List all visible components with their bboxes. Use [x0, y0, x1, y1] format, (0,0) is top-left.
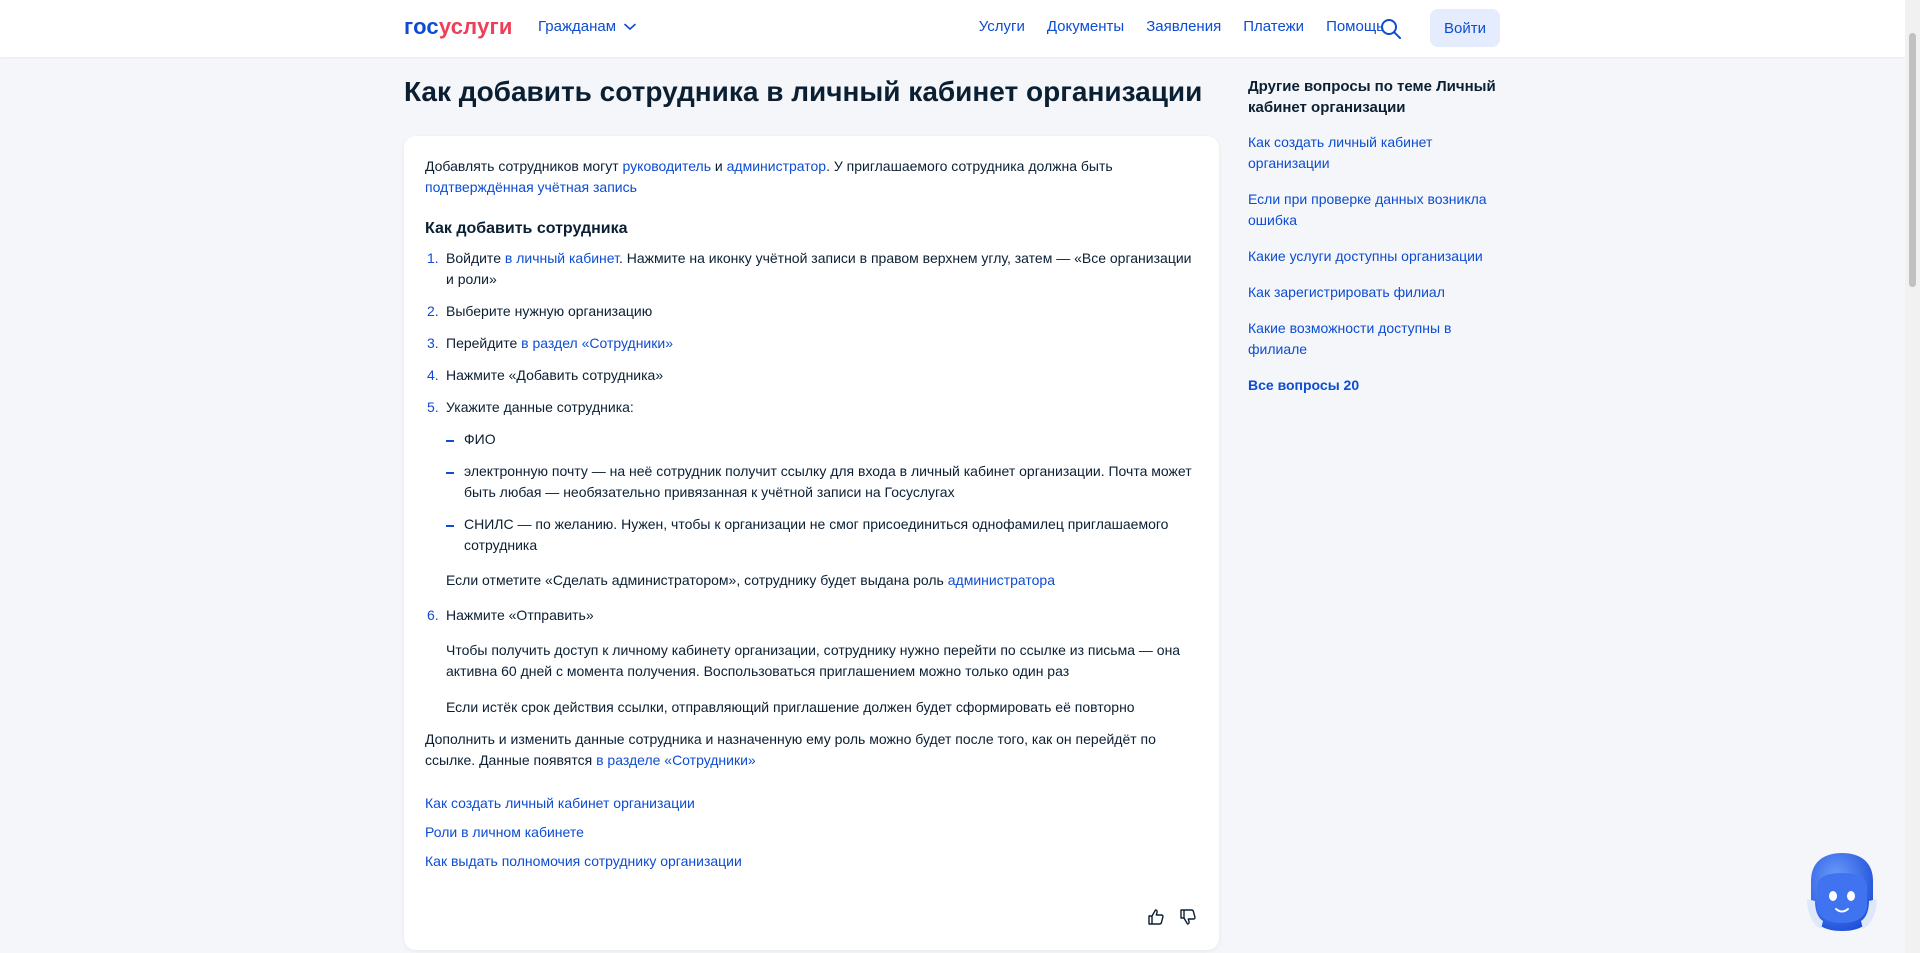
step-text: Укажите данные сотрудника:	[446, 399, 634, 415]
admin-note	[446, 570, 1198, 591]
intro-text-1: Добавлять сотрудников могут	[425, 158, 623, 174]
link-administrator-role[interactable]: администратора	[947, 572, 1055, 588]
sidebar-title: Другие вопросы по теме Личный кабинет организации	[1248, 78, 1496, 116]
dash-marker	[446, 472, 454, 474]
page-title: Как добавить сотрудника в личный кабинет организации	[404, 76, 1203, 107]
intro-paragraph	[425, 156, 1198, 198]
admin-note-text: Если отметите «Сделать администратором», сотруднику будет выдана роль	[446, 572, 948, 588]
step-6	[425, 605, 1198, 718]
intro-text-2: и	[711, 158, 727, 174]
related-link-grant-permissions[interactable]: Как выдать полномочия сотруднику организации	[425, 853, 742, 869]
step-number: 6.	[427, 607, 439, 623]
logo-part-gos: гос	[404, 14, 439, 39]
gosuslugi-logo[interactable]	[404, 14, 513, 40]
step-text: . Нажмите на иконку учётной записи в правом верхнем углу, затем — «Все организации и роли»	[446, 250, 1192, 287]
steps-list	[425, 248, 1198, 718]
dash-marker	[446, 440, 454, 442]
related-link-create-cabinet[interactable]: Как создать личный кабинет организации	[425, 795, 695, 811]
thumbs-up-icon[interactable]	[1147, 908, 1165, 926]
step-text: Перейдите	[446, 335, 522, 351]
link-employees-section[interactable]: в раздел «Сотрудники»	[521, 335, 673, 351]
sidebar-link-branch-features[interactable]: Какие возможности доступны в филиале	[1248, 320, 1452, 357]
employee-data-list	[446, 429, 1198, 556]
citizens-label: Гражданам	[538, 18, 617, 35]
related-links	[425, 793, 1198, 872]
step-number: 2.	[427, 303, 439, 319]
link-administrator[interactable]: администратор	[726, 158, 827, 174]
list-item	[446, 429, 1198, 450]
feedback-buttons	[1147, 908, 1197, 926]
step-number: 5.	[427, 399, 439, 415]
citizens-dropdown[interactable]	[538, 18, 636, 35]
scrollbar-thumb[interactable]	[1909, 33, 1916, 287]
step-text: Выберите нужную организацию	[446, 303, 653, 319]
nav-documents[interactable]: Документы	[1046, 18, 1125, 35]
related-link-roles[interactable]: Роли в личном кабинете	[425, 824, 584, 840]
link-head[interactable]: руководитель	[622, 158, 712, 174]
step-number: 4.	[427, 367, 439, 383]
article-card	[404, 136, 1219, 950]
nav-services[interactable]: Услуги	[978, 18, 1025, 35]
step-1	[425, 248, 1198, 290]
sidebar-link-register-branch[interactable]: Как зарегистрировать филиал	[1248, 284, 1445, 300]
step-number: 1.	[427, 250, 439, 266]
step-2	[425, 301, 1198, 322]
outro-paragraph	[425, 729, 1198, 771]
step-text: Нажмите «Отправить»	[446, 607, 594, 623]
page-scrollbar[interactable]	[1905, 0, 1920, 953]
list-item	[446, 461, 1198, 503]
section-title: Как добавить сотрудника	[425, 220, 628, 237]
step-4	[425, 365, 1198, 386]
logo-part-uslugi: услуги	[438, 14, 513, 39]
link-personal-cabinet[interactable]: в личный кабинет	[504, 250, 619, 266]
nav-payments[interactable]: Платежи	[1243, 18, 1305, 35]
list-item-text: СНИЛС — по желанию. Нужен, чтобы к организации не смог присоединиться однофамилец приглашаемого сотрудника	[464, 516, 1169, 553]
step-5	[425, 397, 1198, 591]
step-number: 3.	[427, 335, 439, 351]
login-button[interactable]: Войти	[1430, 9, 1500, 47]
related-questions-sidebar	[1248, 76, 1508, 411]
step-text: Нажмите «Добавить сотрудника»	[446, 367, 664, 383]
expired-link-info: Если истёк срок действия ссылки, отправляющий приглашение должен будет сформировать её повторно	[446, 699, 1135, 715]
thumbs-down-icon[interactable]	[1179, 908, 1197, 926]
outro-text: Дополнить и изменить данные сотрудника и назначенную ему роль можно будет после того, как он перейдёт по ссылке. Данные появятся	[425, 731, 1156, 768]
list-item-text: электронную почту — на неё сотрудник получит ссылку для входа в личный кабинет организации. Почта может быть любая — необязательно привязанная к учётной записи на Госуслугах	[464, 463, 1192, 500]
sidebar-link-data-error[interactable]: Если при проверке данных возникла ошибка	[1248, 191, 1487, 228]
link-employees-section-2[interactable]: в разделе «Сотрудники»	[596, 752, 756, 768]
main-nav	[979, 18, 1384, 35]
nav-help[interactable]: Помощь	[1326, 18, 1384, 35]
chevron-down-icon	[624, 23, 636, 31]
sidebar-link-create-cabinet[interactable]: Как создать личный кабинет организации	[1248, 134, 1433, 171]
sidebar-link-all-questions[interactable]: Все вопросы 20	[1248, 377, 1360, 393]
sidebar-link-available-services[interactable]: Какие услуги доступны организации	[1248, 248, 1483, 264]
step-3	[425, 333, 1198, 354]
list-item	[446, 514, 1198, 556]
assistant-robot-icon[interactable]	[1803, 851, 1881, 933]
access-info: Чтобы получить доступ к личному кабинету организации, сотруднику нужно перейти по ссылке из письма — она активна 60 дней с момента получения. Воспользоваться приглашением можно только один раз	[446, 642, 1181, 679]
dash-marker	[446, 525, 454, 527]
list-item-text: ФИО	[464, 431, 496, 447]
site-header	[0, 0, 1905, 57]
nav-applications[interactable]: Заявления	[1146, 18, 1222, 35]
link-confirmed-account[interactable]: подтверждённая учётная запись	[425, 179, 637, 195]
intro-text-3: . У приглашаемого сотрудника должна быть	[826, 158, 1113, 174]
search-icon[interactable]	[1380, 18, 1402, 40]
step-text: Войдите	[446, 250, 505, 266]
